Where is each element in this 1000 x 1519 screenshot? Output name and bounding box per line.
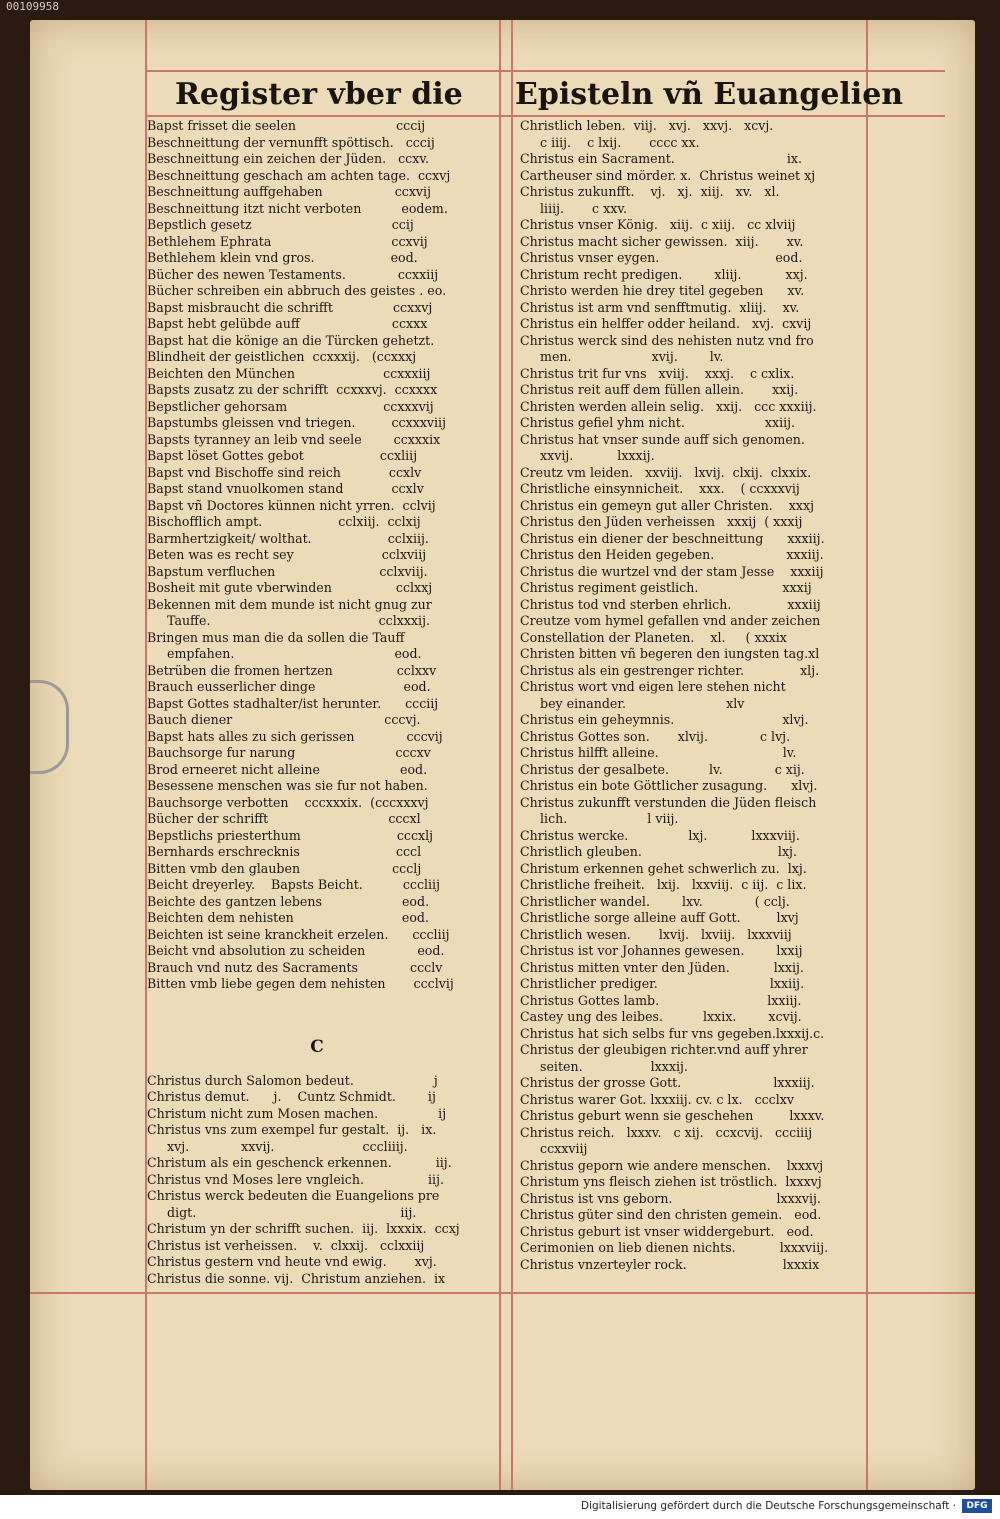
index-entry: empfahen. eod. [147, 646, 422, 661]
index-entry: Christus hilfft alleine. lv. [520, 745, 797, 760]
index-entry: Christus der gleubigen richter.vnd auff yhrer [520, 1042, 808, 1057]
index-entry: Beschneittung ein zeichen der Jüden. ccxv. [147, 151, 429, 166]
index-entry: Christus werck bedeuten die Euangelions pre [147, 1188, 440, 1203]
index-entry: Bapst hat die könige an die Türcken gehetzt. [147, 332, 435, 348]
index-entry: Constellation der Planeten. xl. ( xxxix [520, 629, 787, 645]
index-entry: Christus mitten vnter den Jüden. lxxij. [520, 959, 804, 975]
rule-left-inner [499, 20, 501, 1490]
dfg-logo: DFG [962, 1499, 992, 1513]
section-gap [147, 993, 487, 1033]
index-entry: Beten was es recht sey cclxviij [147, 547, 427, 562]
section-letter: C [310, 1036, 324, 1057]
index-entry: Cartheuser sind mörder. x. Christus weinet xj [520, 167, 816, 183]
index-entry: Christus geburt ist vnser widdergeburt. eod. [520, 1223, 814, 1239]
index-entry: Christus Gottes son. xlvij. c lvj. [520, 728, 791, 744]
index-entry: Bepstlichs priesterthum cccxlj [147, 827, 434, 843]
index-entry: Christus demut. j. Cuntz Schmidt. ij [147, 1089, 436, 1104]
index-entry: Christus vnd Moses lere vngleich. iij. [147, 1171, 444, 1187]
index-entry: Christus ein helffer odder heiland. xvj. cxvij [520, 316, 812, 331]
index-entry: Bapst hats alles zu sich gerissen cccvij [147, 728, 443, 744]
index-entry: Brauch eusserlicher dinge eod. [147, 679, 431, 694]
index-entry: Christus zukunfft verstunden die Jüden fleisch [520, 794, 817, 810]
index-entry: Christliche freiheit. lxij. lxxviij. c iij. c lix. [520, 877, 807, 892]
index-entry: ccxxviij [520, 1141, 588, 1156]
index-entry: Castey ung des leibes. lxxix. xcvij. [520, 1009, 802, 1024]
index-entry: Creutze vom hymel gefallen vnd ander zeichen [520, 613, 821, 628]
index-entry: Bücher schreiben ein abbruch des geistes . eo. [147, 283, 447, 298]
index-entry: Christus reich. lxxxv. c xij. ccxcvij. ccciiij [520, 1124, 813, 1140]
section-gap [147, 1061, 487, 1073]
index-entry: Bringen mus man die da sollen die Tauff [147, 629, 405, 645]
index-entry: Bapstumbs gleissen vnd triegen. ccxxxviij [147, 415, 446, 430]
index-entry: Christus vnzerteyler rock. lxxxix [520, 1256, 820, 1272]
index-entry: Bapsts zusatz zu der schrifft ccxxxvj. ccxxxx [147, 382, 438, 397]
index-entry: Bapstum verfluchen cclxviij. [147, 563, 428, 579]
index-section-b [147, 118, 487, 993]
index-entry: Christus der gesalbete. lv. c xij. [520, 761, 805, 777]
book-page [30, 20, 975, 1490]
index-entry: Christum als ein geschenck erkennen. iij. [147, 1155, 452, 1170]
index-entry: Christus tod vnd sterben ehrlich. xxxiij [520, 596, 821, 612]
index-entry: Bethlehem Ephrata ccxvij [147, 233, 428, 249]
index-entry: Christen werden allein selig. xxij. ccc xxxiij. [520, 398, 817, 414]
index-entry: Bischofflich ampt. cclxiij. cclxij [147, 514, 421, 529]
index-entry: Christlicher prediger. lxxiij. [520, 976, 805, 991]
index-entry: Beichten den München ccxxxiij [147, 365, 431, 381]
index-entry: Christum recht predigen. xliij. xxj. [520, 266, 808, 282]
index-entry: Christlicher wandel. lxv. ( cclj. [520, 893, 790, 909]
index-entry: Beschneittung auffgehaben ccxvij [147, 184, 431, 199]
index-entry: Bosheit mit gute vberwinden cclxxj [147, 580, 433, 595]
index-entry: Christus durch Salomon bedeut. j [147, 1072, 438, 1088]
index-entry: Tauffe. cclxxxij. [147, 613, 430, 628]
index-entry: Bapst stand vnuolkomen stand ccxlv [147, 481, 424, 496]
index-entry: Christus vnser König. xiij. c xiij. cc xlviij [520, 217, 796, 232]
left-column [147, 118, 487, 1287]
index-section-c-continued [520, 118, 870, 1273]
heading-left: Register vber die [175, 77, 463, 112]
index-entry: Bapsts tyranney an leib vnd seele ccxxxix [147, 431, 441, 447]
index-entry: Bapst hebt gelübde auff ccxxx [147, 316, 428, 331]
index-entry: Christus den Jüden verheissen xxxij ( xxxij [520, 514, 803, 529]
footer-text: Digitalisierung gefördert durch die Deutsche Forschungsgemeinschaft · [580, 1500, 956, 1512]
index-entry: Christus die wurtzel vnd der stam Jesse xxxiij [520, 563, 824, 579]
index-entry: Besessene menschen was sie fur not haben. [147, 778, 428, 793]
rule-header [145, 115, 945, 117]
index-entry: Christus hat sich selbs fur vns gegeben.lxxxij.c. [520, 1025, 825, 1041]
index-entry: Bücher der schrifft cccxl [147, 811, 421, 826]
index-entry: Christus ein gemeyn gut aller Christen. xxxj [520, 497, 815, 513]
index-entry: Bauchsorge fur narung cccxv [147, 745, 431, 760]
index-entry: Blindheit der geistlichen ccxxxij. (ccxxxj [147, 349, 417, 364]
index-entry: Bitten vmb liebe gegen dem nehisten ccclvij [147, 976, 454, 991]
index-entry: liiij. c xxv. [520, 200, 627, 216]
index-entry: Christus werck sind des nehisten nutz vnd fro [520, 332, 814, 348]
rule-top [145, 70, 945, 72]
index-entry: Christus ein diener der beschneittung xxxiij. [520, 530, 825, 546]
index-entry: Cerimonien on lieb dienen nichts. lxxxviij. [520, 1240, 829, 1255]
index-entry: Christus ein Sacrament. ix. [520, 151, 803, 166]
index-entry: Christum yn der schrifft suchen. iij. lxxxix. ccxj [147, 1221, 460, 1236]
index-entry: Christliche sorge alleine auff Gott. lxvj [520, 910, 799, 925]
index-entry: Christlich leben. viij. xvj. xxvj. xcvj. [520, 118, 774, 133]
index-entry: Christus trit fur vns xviij. xxxj. c cxlix. [520, 365, 795, 381]
index-entry: Bapst frisset die seelen cccij [147, 118, 426, 133]
index-entry: Christlich gleuben. lxj. [520, 844, 797, 859]
index-entry: digt. iij. [147, 1204, 417, 1220]
index-entry: Christum nicht zum Mosen machen. ij [147, 1105, 447, 1121]
paper-clip [30, 680, 69, 774]
index-entry: Beschneittung der vernunfft spöttisch. cccij [147, 134, 435, 150]
index-entry: Beschneittung geschach am achten tage. ccxvj [147, 167, 451, 183]
index-entry: Christum erkennen gehet schwerlich zu. lxj. [520, 860, 807, 876]
index-entry: Beicht dreyerley. Bapsts Beicht. cccliij [147, 877, 440, 892]
index-entry: Beichten ist seine kranckheit erzelen. cccliij [147, 926, 450, 942]
index-entry: Christlich wesen. lxvij. lxviij. lxxxviij [520, 926, 792, 942]
index-entry: Christus wort vnd eigen lere stehen nicht [520, 679, 786, 694]
index-entry: Christus güter sind den christen gemein. eod. [520, 1207, 822, 1222]
rule-right-inner [511, 20, 513, 1490]
index-entry: Christum yns fleisch ziehen ist tröstlich. lxxxvj [520, 1174, 822, 1189]
index-entry: Betrüben die fromen hertzen cclxxv [147, 662, 437, 678]
index-entry: Bapst vñ Doctores künnen nicht yrren. cclvij [147, 497, 436, 513]
index-entry: Christus geburt wenn sie geschehen lxxxv. [520, 1108, 825, 1123]
index-entry: Christus vnser eygen. eod. [520, 250, 803, 265]
index-entry: Bernhards erschrecknis cccl [147, 844, 422, 859]
index-entry: Creutz vm leiden. xxviij. lxvij. clxij. clxxix. [520, 464, 812, 480]
index-entry: Christus hat vnser sunde auff sich genomen. [520, 431, 805, 447]
footer-bar [0, 1495, 1000, 1519]
index-entry: Christus warer Got. lxxxiij. cv. c lx. ccclxv [520, 1091, 794, 1107]
index-entry: Bapst löset Gottes gebot ccxliij [147, 448, 418, 463]
right-column [520, 118, 870, 1273]
index-entry: Christus zukunfft. vj. xj. xiij. xv. xl. [520, 184, 780, 199]
index-entry: xxvij. lxxxij. [520, 448, 655, 463]
index-entry: Bethlehem klein vnd gros. eod. [147, 250, 418, 265]
index-entry: c iiij. c lxij. cccc xx. [520, 134, 700, 150]
index-entry: Christus Gottes lamb. lxxiij. [520, 992, 802, 1008]
index-entry: Bepstlicher gehorsam ccxxxvij [147, 398, 434, 414]
index-entry: Beichten dem nehisten eod. [147, 910, 429, 925]
index-entry: Barmhertzigkeit/ wolthat. cclxiij. [147, 530, 429, 546]
index-entry: Christus gestern vnd heute vnd ewig. xvj. [147, 1254, 437, 1269]
index-entry: men. xvij. lv. [520, 349, 724, 364]
index-entry: Christus wercke. lxj. lxxxviij. [520, 827, 800, 843]
index-entry: Christus reit auff dem füllen allein. xxij. [520, 382, 799, 397]
index-section-c [147, 1073, 487, 1288]
index-entry: Beichte des gantzen lebens eod. [147, 893, 430, 909]
index-entry: Christus vns zum exempel fur gestalt. ij. ix. [147, 1122, 437, 1137]
index-entry: Christus ist verheissen. v. clxxij. cclxxiij [147, 1237, 425, 1253]
index-entry: Christus ist vns geborn. lxxxvij. [520, 1190, 821, 1206]
index-entry: Christo werden hie drey titel gegeben xv. [520, 283, 805, 298]
index-entry: Bekennen mit dem munde ist nicht gnug zur [147, 596, 432, 612]
index-entry: Christus geporn wie andere menschen. lxxxvj [520, 1157, 824, 1173]
index-entry: Christus ist arm vnd senfftmutig. xliij. xv. [520, 299, 800, 315]
index-entry: Bapst Gottes stadhalter/ist herunter. ccciij [147, 695, 439, 711]
index-entry: Bapst misbraucht die schrifft ccxxvj [147, 299, 433, 315]
index-entry: bey einander. xlv [520, 695, 745, 711]
heading-right: Episteln vñ Euangelien [515, 77, 904, 112]
index-entry: Christus regiment geistlich. xxxij [520, 580, 812, 595]
index-entry: Brauch vnd nutz des Sacraments ccclv [147, 959, 443, 975]
index-entry: Beschneittung itzt nicht verboten eodem. [147, 200, 448, 216]
index-entry: Bepstlich gesetz ccij [147, 217, 414, 232]
index-entry: xvj. xxvij. cccliiij. [147, 1138, 408, 1154]
scan-id: 00109958 [6, 0, 59, 13]
rule-bottom [30, 1292, 975, 1294]
index-entry: Christus die sonne. vij. Christum anziehen. ix [147, 1270, 446, 1286]
index-entry: Bücher des newen Testaments. ccxxiij [147, 266, 439, 282]
index-entry: Christliche einsynnicheit. xxx. ( ccxxxvij [520, 481, 800, 496]
index-entry: Bapst vnd Bischoffe sind reich ccxlv [147, 464, 422, 480]
index-entry: Christus der grosse Gott. lxxxiij. [520, 1075, 815, 1090]
index-entry: lich. l viij. [520, 811, 679, 826]
index-entry: Christus ist vor Johannes gewesen. lxxij [520, 943, 803, 958]
index-entry: Christus ein geheymnis. xlvj. [520, 712, 809, 727]
index-entry: Brod erneeret nicht alleine eod. [147, 761, 428, 777]
index-entry: Bitten vmb den glauben ccclj [147, 860, 422, 876]
index-entry: Christus gefiel yhm nicht. xxiij. [520, 415, 796, 430]
index-entry: Bauch diener cccvj. [147, 712, 421, 727]
index-entry: Christus als ein gestrenger richter. xlj. [520, 662, 820, 678]
index-entry: Bauchsorge verbotten cccxxxix. (cccxxxvj [147, 794, 429, 810]
index-entry: seiten. lxxxij. [520, 1058, 688, 1074]
index-entry: Christus macht sicher gewissen. xiij. xv. [520, 233, 804, 249]
index-entry: Beicht vnd absolution zu scheiden eod. [147, 943, 445, 958]
index-entry: Christen bitten vñ begeren den iungsten tag.xl [520, 646, 820, 661]
index-entry: Christus den Heiden gegeben. xxxiij. [520, 547, 824, 562]
index-entry: Christus ein bote Göttlicher zusagung. xlvj. [520, 778, 818, 793]
